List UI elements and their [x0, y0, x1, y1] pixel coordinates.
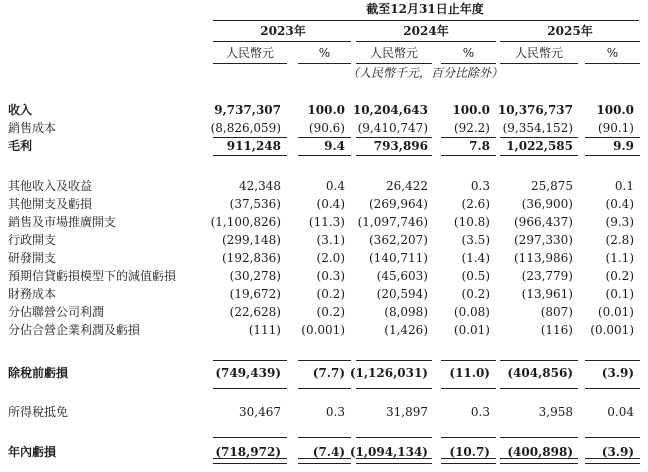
row-label: 除稅前虧損 — [8, 366, 69, 380]
percent-cell: (0.4) — [605, 197, 634, 211]
subtotal-rule — [500, 388, 578, 389]
percent-cell: (7.7) — [312, 366, 345, 380]
amount-cell: (807) — [540, 305, 573, 319]
subtotal-rule — [356, 155, 432, 156]
subtotal-rule — [585, 360, 640, 361]
total-rule — [298, 437, 351, 438]
percent-cell: 100.0 — [452, 103, 490, 117]
amount-cell: (36,900) — [521, 197, 573, 211]
percent-cell: (9.3) — [605, 215, 634, 229]
percent-cell: (2.0) — [316, 251, 345, 265]
percent-cell: 0.04 — [607, 405, 634, 419]
year-rule-2023 — [213, 41, 351, 42]
subtotal-rule — [298, 155, 351, 156]
amount-cell: (8,098) — [384, 305, 428, 319]
amount-cell: (1,100,826) — [210, 215, 281, 229]
subtotal-rule — [356, 137, 432, 138]
amount-cell: (140,711) — [369, 251, 428, 265]
percent-cell: (0.01) — [453, 323, 490, 337]
row-label: 研發開支 — [8, 251, 57, 265]
percent-cell: 100.0 — [596, 103, 634, 117]
subtotal-rule — [213, 360, 287, 361]
period-title: 截至12月31日止年度 — [366, 2, 484, 16]
amount-cell: (22,628) — [229, 305, 281, 319]
amount-cell: (299,148) — [222, 233, 281, 247]
subtotal-rule — [213, 137, 287, 138]
percent-cell: (11.0) — [449, 366, 490, 380]
row-label: 所得稅抵免 — [8, 405, 69, 419]
total-rule — [585, 437, 640, 438]
col-rmb-2025: 人民幣元 — [514, 46, 563, 60]
amount-cell: 793,896 — [373, 139, 428, 153]
double-rule — [441, 458, 496, 464]
subtotal-rule — [585, 137, 640, 138]
percent-cell: (3.5) — [461, 233, 490, 247]
sub-rule — [585, 63, 640, 64]
percent-cell: 0.1 — [614, 179, 634, 193]
double-rule — [585, 458, 640, 464]
percent-cell: (10.7) — [449, 445, 490, 459]
percent-cell: 0.3 — [325, 405, 345, 419]
total-rule — [500, 437, 578, 438]
amount-cell: (1,097,746) — [357, 215, 428, 229]
percent-cell: (3.9) — [601, 366, 634, 380]
sub-rule — [213, 63, 287, 64]
row-label: 預期信貸虧損模型下的減值虧損 — [8, 269, 177, 283]
percent-cell: 9.9 — [613, 139, 634, 153]
row-label: 分佔合營企業利潤及虧損 — [8, 323, 141, 337]
percent-cell: (11.3) — [308, 215, 345, 229]
year-rule-2024 — [356, 41, 496, 42]
amount-cell: (192,836) — [222, 251, 281, 265]
row-label: 銷售及市場推廣開支 — [8, 215, 117, 229]
amount-cell: (23,779) — [521, 269, 573, 283]
col-pct-2025: % — [606, 46, 619, 60]
percent-cell: (2.6) — [461, 197, 490, 211]
total-rule — [356, 437, 432, 438]
percent-cell: 0.4 — [325, 179, 345, 193]
amount-cell: 3,958 — [538, 405, 573, 419]
subtotal-rule — [441, 137, 496, 138]
amount-cell: 1,022,585 — [506, 139, 573, 153]
percent-cell: (0.5) — [461, 269, 490, 283]
percent-cell: (92.2) — [453, 121, 490, 135]
amount-cell: (749,439) — [215, 366, 281, 380]
percent-cell: (0.001) — [301, 323, 345, 337]
year-2023: 2023年 — [260, 24, 306, 38]
percent-cell: (0.2) — [316, 287, 345, 301]
total-rule — [213, 437, 287, 438]
double-rule — [356, 458, 432, 464]
total-rule — [441, 437, 496, 438]
col-pct-2024: % — [462, 46, 475, 60]
year-2024: 2024年 — [403, 24, 449, 38]
subtotal-rule — [585, 155, 640, 156]
double-rule — [298, 458, 351, 464]
row-label: 其他開支及虧損 — [8, 197, 93, 211]
amount-cell: (404,856) — [507, 366, 573, 380]
subtotal-rule — [213, 388, 287, 389]
amount-cell: 10,204,643 — [352, 103, 428, 117]
amount-cell: (400,898) — [507, 445, 573, 459]
percent-cell: (0.4) — [316, 197, 345, 211]
amount-cell: 31,897 — [386, 405, 428, 419]
percent-cell: (1.4) — [461, 251, 490, 265]
amount-cell: (116) — [540, 323, 573, 337]
percent-cell: (3.1) — [316, 233, 345, 247]
sub-rule — [356, 63, 432, 64]
subtotal-rule — [356, 360, 432, 361]
percent-cell: (90.6) — [308, 121, 345, 135]
subtotal-rule — [213, 155, 287, 156]
percent-cell: (0.01) — [597, 305, 634, 319]
subtotal-rule — [585, 388, 640, 389]
row-label: 其他收入及收益 — [8, 179, 93, 193]
col-rmb-2023: 人民幣元 — [225, 46, 274, 60]
amount-cell: 25,875 — [531, 179, 573, 193]
subtotal-rule — [500, 155, 578, 156]
amount-cell: (45,603) — [376, 269, 428, 283]
percent-cell: (0.08) — [453, 305, 490, 319]
subtotal-rule — [298, 388, 351, 389]
row-label: 分佔聯營公司利潤 — [8, 305, 105, 319]
amount-cell: (1,126,031) — [349, 366, 428, 380]
percent-cell: 0.3 — [470, 179, 490, 193]
col-rmb-2024: 人民幣元 — [369, 46, 418, 60]
percent-cell: 9.4 — [324, 139, 345, 153]
percent-cell: (7.4) — [312, 445, 345, 459]
subtotal-rule — [298, 137, 351, 138]
row-label: 毛利 — [8, 139, 33, 153]
percent-cell: 7.8 — [469, 139, 490, 153]
subtotal-rule — [441, 360, 496, 361]
subtotal-rule — [500, 137, 578, 138]
amount-cell: (1,094,134) — [349, 445, 428, 459]
subtotal-rule — [441, 155, 496, 156]
amount-cell: (718,972) — [215, 445, 281, 459]
amount-cell: 9,737,307 — [214, 103, 281, 117]
amount-cell: 26,422 — [386, 179, 428, 193]
subtotal-rule — [356, 388, 432, 389]
double-rule — [500, 458, 578, 464]
amount-cell: 911,248 — [226, 139, 281, 153]
amount-cell: (20,594) — [376, 287, 428, 301]
subtotal-rule — [298, 360, 351, 361]
percent-cell: (90.1) — [597, 121, 634, 135]
year-rule-2025 — [500, 41, 640, 42]
percent-cell: (10.8) — [453, 215, 490, 229]
unit-note: （人民幣千元，百分比除外） — [346, 66, 503, 80]
sub-rule — [298, 63, 351, 64]
percent-cell: 0.3 — [470, 405, 490, 419]
amount-cell: (269,964) — [369, 197, 428, 211]
amount-cell: (13,961) — [521, 287, 573, 301]
percent-cell: (0.1) — [605, 287, 634, 301]
row-label: 收入 — [8, 103, 33, 117]
amount-cell: 42,348 — [239, 179, 281, 193]
percent-cell: (3.9) — [601, 445, 634, 459]
subtotal-rule — [441, 388, 496, 389]
percent-cell: (2.8) — [605, 233, 634, 247]
amount-cell: (8,826,059) — [210, 121, 281, 135]
amount-cell: (37,536) — [229, 197, 281, 211]
row-label: 財務成本 — [8, 287, 57, 301]
amount-cell: (30,278) — [229, 269, 281, 283]
percent-cell: (0.2) — [461, 287, 490, 301]
sub-rule — [500, 63, 578, 64]
percent-cell: (0.001) — [590, 323, 634, 337]
amount-cell: (9,354,152) — [502, 121, 573, 135]
amount-cell: (19,672) — [229, 287, 281, 301]
period-rule — [213, 20, 639, 21]
amount-cell: (297,330) — [514, 233, 573, 247]
year-2025: 2025年 — [547, 24, 593, 38]
percent-cell: 100.0 — [307, 103, 345, 117]
amount-cell: (111) — [248, 323, 281, 337]
amount-cell: (9,410,747) — [357, 121, 428, 135]
percent-cell: (0.3) — [316, 269, 345, 283]
row-label: 行政開支 — [8, 233, 57, 247]
amount-cell: (966,437) — [514, 215, 573, 229]
double-rule — [213, 458, 287, 464]
amount-cell: 10,376,737 — [497, 103, 573, 117]
amount-cell: (113,986) — [514, 251, 573, 265]
amount-cell: (1,426) — [384, 323, 428, 337]
sub-rule — [441, 63, 496, 64]
row-label: 銷售成本 — [8, 121, 57, 135]
percent-cell: (1.1) — [605, 251, 634, 265]
row-label: 年內虧損 — [8, 445, 57, 459]
percent-cell: (0.2) — [316, 305, 345, 319]
subtotal-rule — [500, 360, 578, 361]
col-pct-2023: % — [318, 46, 331, 60]
percent-cell: (0.2) — [605, 269, 634, 283]
amount-cell: (362,207) — [369, 233, 428, 247]
amount-cell: 30,467 — [239, 405, 281, 419]
